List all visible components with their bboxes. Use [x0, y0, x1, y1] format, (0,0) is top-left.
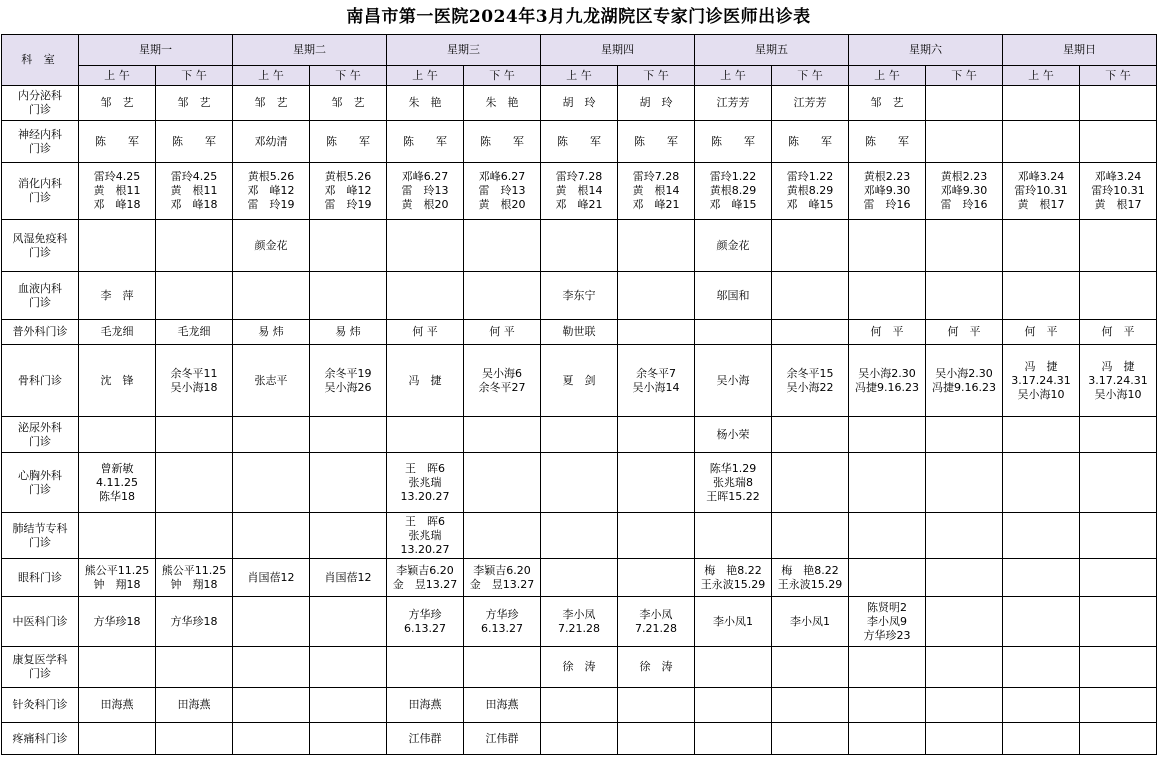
schedule-cell: 邹 艺 [849, 86, 926, 121]
schedule-cell [618, 513, 695, 559]
schedule-cell: 何 平 [849, 320, 926, 345]
schedule-cell: 雷玲7.28 黄 根14 邓 峰21 [541, 163, 618, 220]
schedule-cell: 余冬平15 吴小海22 [772, 345, 849, 417]
schedule-cell: 邓峰6.27 雷 玲13 黄 根20 [464, 163, 541, 220]
day-header: 星期一 [79, 35, 233, 66]
schedule-cell [772, 272, 849, 320]
table-row [2, 320, 1157, 345]
schedule-cell: 李小凤 7.21.28 [618, 597, 695, 647]
table-row [2, 220, 1157, 272]
dept-cell: 血液内科 门诊 [2, 272, 79, 320]
schedule-cell [1003, 86, 1080, 121]
schedule-cell [1003, 453, 1080, 513]
schedule-cell [772, 417, 849, 453]
schedule-cell: 王 晖6 张兆瑞 13.20.27 [387, 513, 464, 559]
dept-cell: 中医科门诊 [2, 597, 79, 647]
schedule-cell [79, 723, 156, 755]
schedule-cell [464, 417, 541, 453]
schedule-cell [310, 647, 387, 688]
schedule-cell: 邹 艺 [310, 86, 387, 121]
schedule-cell [1003, 417, 1080, 453]
schedule-cell [156, 220, 233, 272]
schedule-cell [387, 220, 464, 272]
schedule-cell: 张志平 [233, 345, 310, 417]
schedule-cell: 勒世联 [541, 320, 618, 345]
schedule-cell [849, 453, 926, 513]
schedule-cell [387, 647, 464, 688]
dept-cell: 泌尿外科 门诊 [2, 417, 79, 453]
schedule-cell: 田海燕 [464, 688, 541, 723]
table-row [2, 163, 1157, 220]
schedule-cell [387, 417, 464, 453]
schedule-cell: 陈 军 [387, 121, 464, 163]
schedule-cell: 邓峰6.27 雷 玲13 黄 根20 [387, 163, 464, 220]
schedule-cell: 邹 艺 [79, 86, 156, 121]
schedule-cell: 徐 涛 [541, 647, 618, 688]
schedule-cell: 胡 玲 [618, 86, 695, 121]
pm-header: 下 午 [926, 66, 1003, 86]
schedule-cell [1080, 597, 1157, 647]
schedule-cell [464, 647, 541, 688]
schedule-cell [1080, 688, 1157, 723]
schedule-cell [849, 513, 926, 559]
schedule-cell [1003, 513, 1080, 559]
schedule-cell: 黄根2.23 邓峰9.30 雷 玲16 [926, 163, 1003, 220]
pm-header: 下 午 [1080, 66, 1157, 86]
schedule-cell [464, 513, 541, 559]
schedule-cell [926, 723, 1003, 755]
schedule-cell: 颜金花 [233, 220, 310, 272]
schedule-body [2, 86, 1157, 755]
schedule-cell [772, 220, 849, 272]
schedule-cell: 方华珍 6.13.27 [387, 597, 464, 647]
schedule-cell [1080, 513, 1157, 559]
schedule-cell: 江伟群 [387, 723, 464, 755]
schedule-cell [849, 688, 926, 723]
schedule-cell: 陈 军 [618, 121, 695, 163]
schedule-cell: 朱 艳 [387, 86, 464, 121]
schedule-cell [233, 688, 310, 723]
schedule-cell [541, 513, 618, 559]
schedule-cell: 颜金花 [695, 220, 772, 272]
schedule-cell: 陈 军 [695, 121, 772, 163]
am-header: 上 午 [849, 66, 926, 86]
schedule-cell: 陈华1.29 张兆瑞8 王晖15.22 [695, 453, 772, 513]
schedule-cell [233, 513, 310, 559]
schedule-cell [926, 417, 1003, 453]
schedule-cell [79, 647, 156, 688]
schedule-cell: 江芳芳 [695, 86, 772, 121]
schedule-cell [849, 647, 926, 688]
schedule-cell: 吴小海6 余冬平27 [464, 345, 541, 417]
schedule-cell [464, 453, 541, 513]
day-header: 星期三 [387, 35, 541, 66]
schedule-cell: 冯 捷 3.17.24.31 吴小海10 [1080, 345, 1157, 417]
schedule-cell [541, 417, 618, 453]
schedule-cell: 梅 艳8.22 王永波15.29 [695, 559, 772, 597]
schedule-cell: 毛龙细 [79, 320, 156, 345]
dept-cell: 风湿免疫科 门诊 [2, 220, 79, 272]
table-row [2, 723, 1157, 755]
schedule-cell [156, 417, 233, 453]
dept-cell: 内分泌科 门诊 [2, 86, 79, 121]
schedule-cell [926, 121, 1003, 163]
schedule-cell [1080, 559, 1157, 597]
schedule-cell: 邹 艺 [156, 86, 233, 121]
schedule-cell [618, 723, 695, 755]
am-header: 上 午 [79, 66, 156, 86]
schedule-cell [156, 453, 233, 513]
dept-cell: 针灸科门诊 [2, 688, 79, 723]
table-row [2, 272, 1157, 320]
schedule-cell: 余冬平11 吴小海18 [156, 345, 233, 417]
schedule-cell: 何 平 [1003, 320, 1080, 345]
schedule-cell [849, 220, 926, 272]
schedule-cell [849, 723, 926, 755]
schedule-cell: 邹 艺 [233, 86, 310, 121]
dept-cell: 普外科门诊 [2, 320, 79, 345]
schedule-cell [541, 220, 618, 272]
schedule-cell [618, 417, 695, 453]
schedule-cell: 曾新敏 4.11.25 陈华18 [79, 453, 156, 513]
schedule-cell [618, 559, 695, 597]
schedule-cell [1080, 121, 1157, 163]
schedule-cell [233, 417, 310, 453]
table-row [2, 597, 1157, 647]
schedule-cell [1003, 121, 1080, 163]
pm-header: 下 午 [464, 66, 541, 86]
schedule-cell [156, 723, 233, 755]
am-header: 上 午 [695, 66, 772, 86]
schedule-cell [1003, 220, 1080, 272]
schedule-table [1, 34, 1157, 755]
schedule-cell [618, 453, 695, 513]
schedule-cell: 冯 捷 3.17.24.31 吴小海10 [1003, 345, 1080, 417]
schedule-cell [926, 272, 1003, 320]
schedule-cell: 雷玲1.22 黄根8.29 邓 峰15 [695, 163, 772, 220]
am-header: 上 午 [541, 66, 618, 86]
schedule-cell: 夏 剑 [541, 345, 618, 417]
am-header: 上 午 [233, 66, 310, 86]
schedule-cell [464, 220, 541, 272]
pm-header: 下 午 [310, 66, 387, 86]
schedule-cell [926, 559, 1003, 597]
schedule-cell [695, 723, 772, 755]
schedule-cell [849, 417, 926, 453]
schedule-cell: 雷玲4.25 黄 根11 邓 峰18 [156, 163, 233, 220]
schedule-cell: 李颖吉6.20 金 昱13.27 [464, 559, 541, 597]
schedule-cell: 熊公平11.25 钟 翔18 [156, 559, 233, 597]
schedule-cell [772, 688, 849, 723]
schedule-cell: 杨小荣 [695, 417, 772, 453]
table-row [2, 86, 1157, 121]
schedule-cell [464, 272, 541, 320]
schedule-cell [926, 220, 1003, 272]
schedule-cell [79, 513, 156, 559]
schedule-cell [618, 220, 695, 272]
schedule-cell [695, 688, 772, 723]
schedule-cell: 邬国和 [695, 272, 772, 320]
schedule-cell [926, 513, 1003, 559]
dept-cell: 消化内科 门诊 [2, 163, 79, 220]
schedule-cell: 李 萍 [79, 272, 156, 320]
schedule-cell [849, 272, 926, 320]
schedule-cell [1080, 86, 1157, 121]
schedule-cell: 陈 军 [541, 121, 618, 163]
schedule-cell: 雷玲4.25 黄 根11 邓 峰18 [79, 163, 156, 220]
dept-cell: 骨科门诊 [2, 345, 79, 417]
day-header: 星期日 [1003, 35, 1157, 66]
schedule-cell: 余冬平7 吴小海14 [618, 345, 695, 417]
schedule-cell: 方华珍18 [79, 597, 156, 647]
day-header-row [2, 35, 1157, 66]
schedule-cell: 陈贤明2 李小凤9 方华珍23 [849, 597, 926, 647]
schedule-cell [695, 647, 772, 688]
schedule-cell [1080, 723, 1157, 755]
schedule-cell: 冯 捷 [387, 345, 464, 417]
schedule-cell: 邓峰3.24 雷玲10.31 黄 根17 [1003, 163, 1080, 220]
schedule-cell [926, 647, 1003, 688]
schedule-cell [1003, 597, 1080, 647]
schedule-cell [772, 320, 849, 345]
table-row [2, 453, 1157, 513]
schedule-cell [618, 272, 695, 320]
schedule-cell: 黄根5.26 邓 峰12 雷 玲19 [310, 163, 387, 220]
schedule-cell: 朱 艳 [464, 86, 541, 121]
dept-cell: 心胸外科 门诊 [2, 453, 79, 513]
schedule-cell: 陈 军 [772, 121, 849, 163]
schedule-cell [1003, 647, 1080, 688]
schedule-cell: 田海燕 [387, 688, 464, 723]
schedule-cell: 田海燕 [79, 688, 156, 723]
period-header-row [2, 66, 1157, 86]
schedule-cell: 江芳芳 [772, 86, 849, 121]
day-header: 星期二 [233, 35, 387, 66]
schedule-cell [233, 597, 310, 647]
schedule-cell: 熊公平11.25 钟 翔18 [79, 559, 156, 597]
schedule-cell [310, 513, 387, 559]
schedule-cell: 徐 涛 [618, 647, 695, 688]
schedule-cell: 何 平 [387, 320, 464, 345]
schedule-cell [1003, 272, 1080, 320]
schedule-cell: 黄根2.23 邓峰9.30 雷 玲16 [849, 163, 926, 220]
table-row [2, 559, 1157, 597]
day-header: 星期六 [849, 35, 1003, 66]
schedule-cell: 余冬平19 吴小海26 [310, 345, 387, 417]
schedule-cell [772, 453, 849, 513]
schedule-cell [926, 86, 1003, 121]
schedule-cell [926, 688, 1003, 723]
pm-header: 下 午 [772, 66, 849, 86]
schedule-cell: 李小凤 7.21.28 [541, 597, 618, 647]
schedule-cell: 陈 军 [310, 121, 387, 163]
schedule-cell: 何 平 [926, 320, 1003, 345]
schedule-cell: 方华珍18 [156, 597, 233, 647]
schedule-cell: 雷玲1.22 黄根8.29 邓 峰15 [772, 163, 849, 220]
schedule-cell: 何 平 [464, 320, 541, 345]
schedule-cell [1080, 453, 1157, 513]
schedule-cell: 陈 军 [464, 121, 541, 163]
dept-cell: 疼痛科门诊 [2, 723, 79, 755]
pm-header: 下 午 [618, 66, 695, 86]
schedule-cell [156, 647, 233, 688]
schedule-cell [387, 272, 464, 320]
schedule-cell [772, 647, 849, 688]
schedule-cell: 李颖吉6.20 金 昱13.27 [387, 559, 464, 597]
dept-cell: 神经内科 门诊 [2, 121, 79, 163]
schedule-cell: 邓峰3.24 雷玲10.31 黄 根17 [1080, 163, 1157, 220]
schedule-cell [926, 453, 1003, 513]
table-row [2, 688, 1157, 723]
schedule-cell: 肖国蓓12 [310, 559, 387, 597]
schedule-cell [310, 453, 387, 513]
schedule-cell [1080, 647, 1157, 688]
schedule-cell [233, 272, 310, 320]
table-row [2, 417, 1157, 453]
schedule-cell [1003, 723, 1080, 755]
schedule-cell [1080, 272, 1157, 320]
schedule-cell: 吴小海 [695, 345, 772, 417]
schedule-cell [541, 559, 618, 597]
schedule-cell [310, 723, 387, 755]
schedule-cell [1003, 688, 1080, 723]
schedule-cell [79, 417, 156, 453]
table-row [2, 513, 1157, 559]
schedule-cell: 易 炜 [310, 320, 387, 345]
schedule-cell: 李小凤1 [695, 597, 772, 647]
schedule-cell [233, 647, 310, 688]
schedule-cell [79, 220, 156, 272]
schedule-cell [1080, 220, 1157, 272]
schedule-cell [772, 723, 849, 755]
schedule-cell [310, 417, 387, 453]
table-row [2, 345, 1157, 417]
dept-header: 科 室 [2, 35, 79, 86]
schedule-cell [772, 513, 849, 559]
schedule-cell: 陈 军 [156, 121, 233, 163]
schedule-cell: 方华珍 6.13.27 [464, 597, 541, 647]
schedule-cell: 雷玲7.28 黄 根14 邓 峰21 [618, 163, 695, 220]
schedule-cell: 江伟群 [464, 723, 541, 755]
schedule-cell: 李东宁 [541, 272, 618, 320]
schedule-cell [233, 723, 310, 755]
schedule-cell [926, 597, 1003, 647]
schedule-cell: 吴小海2.30 冯捷9.16.23 [926, 345, 1003, 417]
schedule-cell [541, 688, 618, 723]
schedule-cell [156, 513, 233, 559]
am-header: 上 午 [387, 66, 464, 86]
schedule-cell [310, 272, 387, 320]
schedule-cell: 黄根5.26 邓 峰12 雷 玲19 [233, 163, 310, 220]
schedule-cell: 李小凤1 [772, 597, 849, 647]
page-title: 南昌市第一医院2024年3月九龙湖院区专家门诊医师出诊表 [346, 7, 811, 27]
day-header: 星期四 [541, 35, 695, 66]
dept-cell: 康复医学科 门诊 [2, 647, 79, 688]
schedule-cell: 吴小海2.30 冯捷9.16.23 [849, 345, 926, 417]
table-row [2, 121, 1157, 163]
schedule-cell [1003, 559, 1080, 597]
schedule-cell [310, 597, 387, 647]
am-header: 上 午 [1003, 66, 1080, 86]
schedule-cell: 梅 艳8.22 王永波15.29 [772, 559, 849, 597]
schedule-cell [695, 513, 772, 559]
schedule-cell: 肖国蓓12 [233, 559, 310, 597]
dept-cell: 肺结节专科 门诊 [2, 513, 79, 559]
schedule-cell [156, 272, 233, 320]
schedule-cell [541, 723, 618, 755]
day-header: 星期五 [695, 35, 849, 66]
schedule-cell [541, 453, 618, 513]
pm-header: 下 午 [156, 66, 233, 86]
schedule-cell [849, 559, 926, 597]
schedule-cell: 毛龙细 [156, 320, 233, 345]
schedule-cell [618, 320, 695, 345]
schedule-cell: 何 平 [1080, 320, 1157, 345]
schedule-cell [618, 688, 695, 723]
schedule-cell: 王 晖6 张兆瑞 13.20.27 [387, 453, 464, 513]
schedule-cell: 陈 军 [79, 121, 156, 163]
schedule-cell [310, 220, 387, 272]
schedule-cell: 邓幼清 [233, 121, 310, 163]
schedule-cell: 陈 军 [849, 121, 926, 163]
schedule-cell [310, 688, 387, 723]
schedule-cell: 胡 玲 [541, 86, 618, 121]
dept-cell: 眼科门诊 [2, 559, 79, 597]
schedule-cell [1080, 417, 1157, 453]
schedule-cell: 易 炜 [233, 320, 310, 345]
schedule-cell: 沈 锋 [79, 345, 156, 417]
schedule-cell [233, 453, 310, 513]
schedule-cell: 田海燕 [156, 688, 233, 723]
table-row [2, 647, 1157, 688]
schedule-cell [695, 320, 772, 345]
